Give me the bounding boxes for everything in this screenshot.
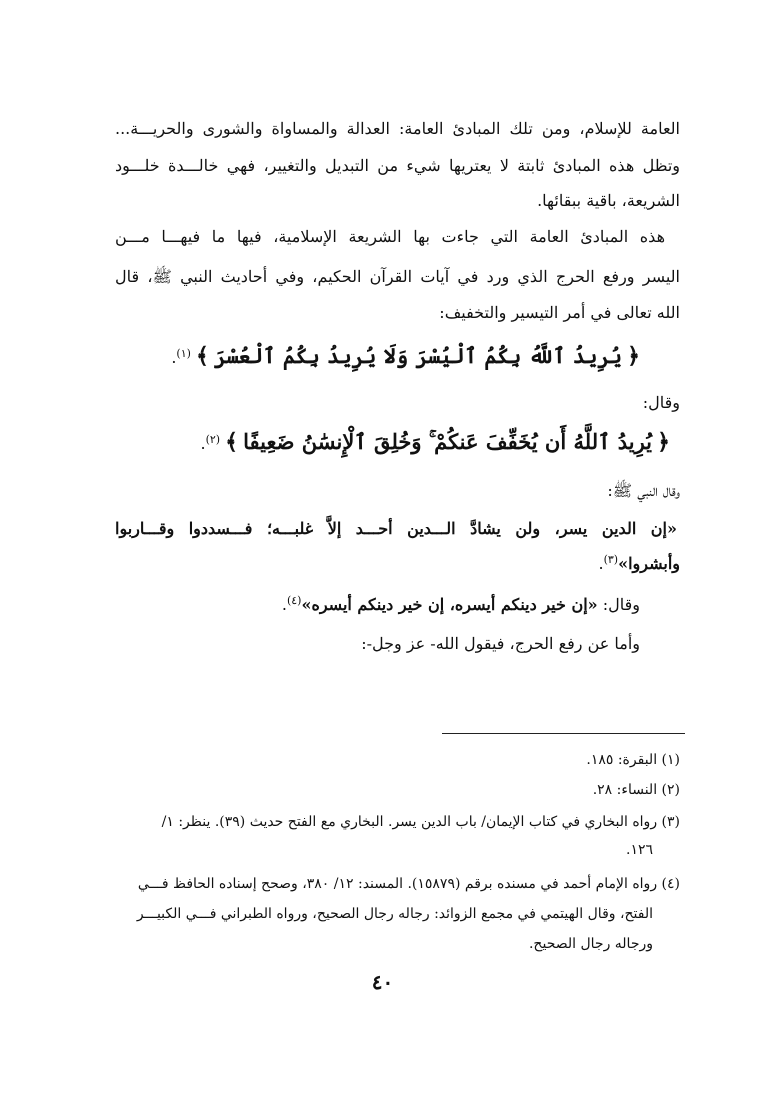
footnote: (٤) رواه الإمام أحمد في مسنده برقم (١٥٨٧٩). المسند: ١٢/ ٣٨٠، وصحح إسناده الحافظ فـــي xyxy=(137,876,680,892)
footnote-ref: (٣) xyxy=(603,553,619,566)
body-line: الله تعالى في أمر التيسير والتخفيف: xyxy=(439,303,680,322)
body-line: هذه المبادئ العامة التي جاءت بها الشريعة الإسلامية، فيها ما فيهـــا مـــن xyxy=(115,227,665,246)
body-line: الشريعة، باقية ببقائها. xyxy=(537,191,680,210)
footnote-continuation: ١٢٦. xyxy=(625,842,653,858)
body-line: اليسر ورفع الحرج الذي ورد في آيات القرآن الحكيم، وفي أحاديث النبي ﷺ، قال xyxy=(115,267,680,286)
body-line: وقال: xyxy=(642,393,680,412)
body-line: وأما عن رفع الحرج، فيقول الله- عز وجل-: xyxy=(361,634,640,653)
verse-open-bracket: ﴿ xyxy=(627,343,640,369)
footnote-continuation: الفتح، وقال الهيتمي في مجمع الزوائد: رجاله رجال الصحيح، ورواه الطبراني فـــي الكبيـــر xyxy=(136,906,653,922)
footnote: (٢) النساء: ٢٨. xyxy=(592,782,680,798)
body-line: وتظل هذه المبادئ ثابتة لا يعتريها شيء من التبديل والتغيير، فهي خالـــدة خلـــود xyxy=(115,156,680,175)
footnote: (١) البقرة: ١٨٥. xyxy=(586,752,680,768)
hadith-line xyxy=(115,594,640,616)
verse-end-mark: . xyxy=(171,348,177,367)
footnote-ref: (٤) xyxy=(286,594,302,607)
hadith-line xyxy=(115,553,680,575)
hadith-line: «إن الدين يسر، ولن يشادَّ الـــدين أحـــد إلاَّ غلبـــه؛ فـــسددوا وقـــاربوا xyxy=(115,519,677,538)
footnote-ref: (٢) xyxy=(205,433,221,446)
verse-text: يُرِيدُ ٱللَّهُ بِكُمُ ٱلْيُسْرَ وَلَا يُرِيدُ بِكُمُ ٱلْعُسْرَ xyxy=(214,343,623,368)
quran-verse-2 xyxy=(115,428,670,456)
sentence-end: . xyxy=(598,554,604,573)
body-line: وقال النبي ﷺ: xyxy=(607,481,680,500)
page-number: ٤٠ xyxy=(371,970,394,994)
verse-close-bracket: ﴾ xyxy=(225,429,239,455)
hadith-text: «إن خير دينكم أيسره، إن خير دينكم أيسره» xyxy=(301,595,598,614)
hadith-intro: وقال: xyxy=(597,595,640,614)
footnote-separator xyxy=(442,733,685,734)
footnote-ref: (١) xyxy=(176,347,191,360)
verse-open-bracket: ﴿ xyxy=(657,429,670,455)
hadith-text: وأبشروا» xyxy=(618,554,680,573)
verse-end-mark: . xyxy=(200,434,206,453)
verse-close-bracket: ﴾ xyxy=(196,343,209,369)
quran-verse-1 xyxy=(115,342,640,370)
sentence-end: . xyxy=(281,595,287,614)
footnote: (٣) رواه البخاري في كتاب الإيمان/ باب الدين يسر. البخاري مع الفتح حديث (٣٩). ينظر: ١/ xyxy=(161,814,680,830)
verse-text: يُرِيدُ ٱللَّهُ أَن يُخَفِّفَ عَنكُمْ ۚ وَخُلِقَ ٱلْإِنسَٰنُ ضَعِيفًا xyxy=(243,429,653,454)
footnote-continuation: ورجاله رجال الصحيح. xyxy=(528,936,653,952)
body-line: العامة للإسلام، ومن تلك المبادئ العامة: العدالة والمساواة والشورى والحريـــة... xyxy=(115,119,680,138)
